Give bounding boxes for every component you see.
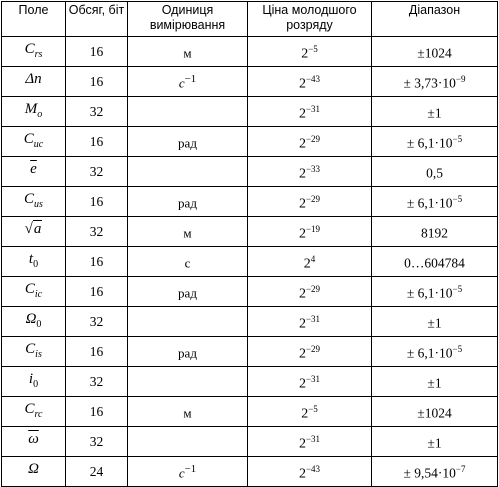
size-cell: 32 <box>66 97 128 127</box>
table-row <box>2 367 498 397</box>
lsb-cell <box>248 307 372 337</box>
cell-text: ±1024 <box>417 45 452 61</box>
cell-text: 2 <box>298 166 306 182</box>
unit-cell <box>128 187 248 217</box>
superscript: −5 <box>452 134 463 145</box>
table-row <box>2 247 498 277</box>
cell-text: рад <box>178 285 197 301</box>
superscript: 4 <box>310 253 316 264</box>
subscript: us <box>34 198 43 210</box>
cell-text: 2 <box>298 196 306 212</box>
field-symbol <box>2 427 66 457</box>
cell-text: M <box>24 100 38 117</box>
unit-cell <box>128 67 248 97</box>
range-cell <box>372 67 498 97</box>
cell-text: 2 <box>303 256 311 272</box>
cell-text: 0,5 <box>426 165 443 181</box>
unit-cell <box>128 277 248 307</box>
cell-text: 2 <box>298 76 306 92</box>
cell-text: ± 6,1·10 <box>406 285 453 301</box>
range-cell <box>372 277 498 307</box>
lsb-cell <box>248 37 372 67</box>
superscript: −31 <box>305 103 321 114</box>
superscript: −31 <box>305 433 321 444</box>
field-symbol <box>2 127 66 157</box>
subscript: o <box>37 108 43 120</box>
lsb-cell <box>248 247 372 277</box>
range-cell <box>372 217 498 247</box>
unit-cell <box>128 247 248 277</box>
lsb-cell <box>248 277 372 307</box>
size-cell: 16 <box>66 127 128 157</box>
cell-text: ± 6,1·10 <box>406 345 453 361</box>
superscript: −29 <box>305 193 321 204</box>
size-cell: 32 <box>66 367 128 397</box>
cell-text: C <box>25 340 36 357</box>
size-cell: 32 <box>66 427 128 457</box>
lsb-cell <box>248 367 372 397</box>
subscript: 0 <box>33 378 39 390</box>
cell-text: $\overline{e}$ <box>30 160 37 177</box>
superscript: −1 <box>184 463 197 476</box>
range-cell <box>372 187 498 217</box>
unit-cell <box>128 157 248 187</box>
cell-text: Δn <box>25 70 42 87</box>
size-cell: 16 <box>66 247 128 277</box>
superscript: −1 <box>184 73 197 86</box>
unit-cell <box>128 457 248 487</box>
cell-text: C <box>24 40 35 57</box>
cell-text: C <box>24 400 35 417</box>
lsb-cell <box>248 337 372 367</box>
field-symbol <box>2 367 66 397</box>
cell-text: Ω <box>25 310 37 327</box>
field-symbol <box>2 337 66 367</box>
cell-text: 2 <box>298 436 306 452</box>
unit-cell <box>128 127 248 157</box>
lsb-cell <box>248 427 372 457</box>
range-cell <box>372 97 498 127</box>
subscript: uc <box>33 138 44 150</box>
cell-text: рад <box>178 195 197 211</box>
header-unit: Одиниця вимірювання <box>128 2 248 37</box>
size-cell: 16 <box>66 397 128 427</box>
cell-text: ±1 <box>427 375 442 391</box>
lsb-cell <box>248 157 372 187</box>
sqrt-icon: √ <box>24 220 33 237</box>
field-symbol <box>2 277 66 307</box>
cell-text: t <box>28 250 34 267</box>
cell-text: м <box>183 405 192 421</box>
cell-text: c <box>178 465 185 481</box>
unit-cell <box>128 367 248 397</box>
table-row <box>2 337 498 367</box>
cell-text: м <box>183 45 192 61</box>
subscript: is <box>35 348 42 360</box>
field-symbol <box>2 187 66 217</box>
unit-cell <box>128 427 248 457</box>
unit-cell <box>128 307 248 337</box>
cell-text: 8192 <box>421 225 448 241</box>
superscript: −29 <box>305 343 321 354</box>
cell-text: ±1 <box>427 315 442 331</box>
superscript: −7 <box>455 464 466 475</box>
cell-text: C <box>24 190 35 207</box>
cell-text: ±1 <box>427 435 442 451</box>
cell-text: ±1024 <box>417 405 452 421</box>
field-symbol <box>2 67 66 97</box>
header-size: Обсяг, біт <box>66 2 128 37</box>
superscript: −19 <box>305 223 321 234</box>
superscript: −9 <box>455 74 466 85</box>
lsb-cell <box>248 457 372 487</box>
header-field: Поле <box>2 2 66 37</box>
cell-text: 2 <box>298 286 306 302</box>
cell-text: ±1 <box>427 105 442 121</box>
subscript: rc <box>34 408 43 420</box>
range-cell <box>372 457 498 487</box>
range-cell <box>372 157 498 187</box>
superscript: −31 <box>305 313 321 324</box>
table-row <box>2 67 498 97</box>
unit-cell <box>128 37 248 67</box>
size-cell: 32 <box>66 307 128 337</box>
cell-text: 2 <box>301 46 309 62</box>
subscript: 0 <box>36 318 42 330</box>
parameters-table <box>1 1 498 487</box>
cell-text: 2 <box>298 316 306 332</box>
field-symbol <box>2 97 66 127</box>
cell-text: ± 6,1·10 <box>406 195 453 211</box>
lsb-cell <box>248 127 372 157</box>
cell-text: ± 6,1·10 <box>406 135 453 151</box>
header-row <box>2 2 498 37</box>
superscript: −5 <box>452 344 463 355</box>
cell-text: ± 3,73·10 <box>403 75 456 91</box>
table-row <box>2 217 498 247</box>
unit-cell <box>128 217 248 247</box>
superscript: −5 <box>308 43 318 54</box>
lsb-cell <box>248 187 372 217</box>
range-cell <box>372 427 498 457</box>
cell-text: 2 <box>298 136 306 152</box>
superscript: −43 <box>305 463 321 474</box>
size-cell: 16 <box>66 277 128 307</box>
cell-text: рад <box>178 135 197 151</box>
field-symbol <box>2 247 66 277</box>
unit-cell <box>128 337 248 367</box>
superscript: −31 <box>305 373 321 384</box>
subscript: rs <box>34 48 43 60</box>
superscript: −5 <box>308 403 318 414</box>
header-range: Діапазон <box>372 2 498 37</box>
field-symbol <box>2 37 66 67</box>
range-cell <box>372 397 498 427</box>
cell-text: i <box>28 370 34 387</box>
cell-text: с <box>184 255 191 271</box>
table-row <box>2 307 498 337</box>
cell-text: 0…604784 <box>404 255 465 271</box>
range-cell <box>372 247 498 277</box>
range-cell <box>372 37 498 67</box>
table-row <box>2 457 498 487</box>
size-cell: 16 <box>66 67 128 97</box>
field-symbol <box>2 397 66 427</box>
range-cell <box>372 307 498 337</box>
superscript: −5 <box>452 284 463 295</box>
cell-text: c <box>178 75 185 91</box>
table-row <box>2 127 498 157</box>
range-cell <box>372 337 498 367</box>
table-row <box>2 277 498 307</box>
table-row <box>2 157 498 187</box>
cell-text: a <box>33 220 42 237</box>
size-cell: 16 <box>66 187 128 217</box>
table-row <box>2 397 498 427</box>
table-row <box>2 37 498 67</box>
lsb-cell <box>248 67 372 97</box>
cell-text: 2 <box>301 406 309 422</box>
cell-text: ± 9,54·10 <box>403 465 456 481</box>
field-symbol <box>2 217 66 247</box>
cell-text: 2 <box>298 346 306 362</box>
cell-text: 2 <box>298 106 306 122</box>
range-cell <box>372 367 498 397</box>
header-lsb: Ціна молодшого розряду <box>248 2 372 37</box>
size-cell: 16 <box>66 37 128 67</box>
lsb-cell <box>248 97 372 127</box>
cell-text: м <box>183 225 192 241</box>
field-symbol <box>2 457 66 487</box>
cell-text: рад <box>178 345 197 361</box>
size-cell: 32 <box>66 157 128 187</box>
superscript: −5 <box>452 194 463 205</box>
cell-text: C <box>23 130 34 147</box>
superscript: −29 <box>305 283 321 294</box>
cell-text: 2 <box>298 466 306 482</box>
lsb-cell <box>248 217 372 247</box>
size-cell: 16 <box>66 337 128 367</box>
cell-text: ˙ Ω <box>28 462 39 477</box>
subscript: 0 <box>33 258 39 270</box>
subscript: ic <box>34 288 43 300</box>
cell-text: 2 <box>298 376 306 392</box>
cell-text: $\overline{\omega}$ <box>28 430 39 447</box>
table-row <box>2 427 498 457</box>
cell-text: 2 <box>298 226 306 242</box>
table-row <box>2 187 498 217</box>
cell-text: C <box>24 280 35 297</box>
field-symbol <box>2 307 66 337</box>
size-cell: 32 <box>66 217 128 247</box>
size-cell: 24 <box>66 457 128 487</box>
superscript: −43 <box>305 73 321 84</box>
superscript: −33 <box>305 163 321 174</box>
lsb-cell <box>248 397 372 427</box>
superscript: −29 <box>305 133 321 144</box>
field-symbol <box>2 157 66 187</box>
unit-cell <box>128 397 248 427</box>
unit-cell <box>128 97 248 127</box>
table-row <box>2 97 498 127</box>
range-cell <box>372 127 498 157</box>
